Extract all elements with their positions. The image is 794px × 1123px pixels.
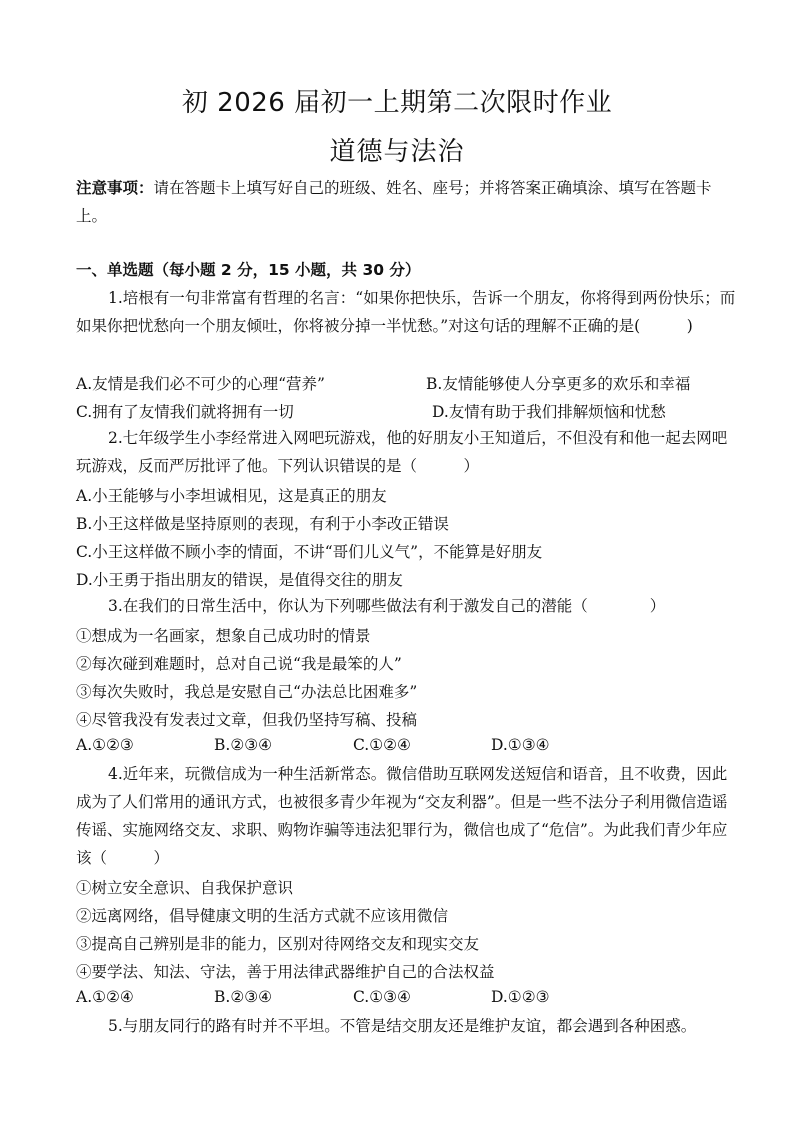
option-3d: D.①③④ bbox=[491, 736, 550, 754]
option-1b: B.友情能够使人分享更多的欢乐和幸福 bbox=[426, 375, 691, 393]
statement-3-2: ②每次碰到难题时，总对自己说“我是最笨的人” bbox=[76, 655, 402, 673]
question-5-stem: 5.与朋友同行的路有时并不平坦。不管是结交朋友还是维护友谊，都会遇到各种困惑。 bbox=[108, 1017, 697, 1035]
notice bbox=[76, 174, 726, 230]
statement-4-1: ①树立安全意识、自我保护意识 bbox=[76, 879, 294, 897]
option-2b: B.小王这样做是坚持原则的表现，有利于小李改正错误 bbox=[76, 515, 449, 533]
statement-3-3: ③每次失败时，我总是安慰自己“办法总比困难多” bbox=[76, 683, 418, 701]
statement-3-1: ①想成为一名画家，想象自己成功时的情景 bbox=[76, 627, 371, 645]
option-2d: D.小王勇于指出朋友的错误，是值得交往的朋友 bbox=[76, 571, 403, 589]
question-3-stem: 3.在我们的日常生活中，你认为下列哪些做法有利于激发自己的潜能（ ） bbox=[108, 597, 666, 615]
option-4d: D.①②③ bbox=[491, 988, 550, 1006]
option-4b: B.②③④ bbox=[214, 988, 273, 1006]
question-1-stem: 1.培根有一句非常富有哲理的名言：“如果你把快乐，告诉一个朋友，你将得到两份快乐；而如果你把忧愁向一个朋友倾吐，你将被分掉一半忧愁。”对这句话的理解不正确的是( ) bbox=[76, 289, 736, 335]
question-4-stem: 4.近年来，玩微信成为一种生活新常态。微信借助互联网发送短信和语音，且不收费，因此成为了人们常用的通讯方式，也被很多青少年视为“交友利器”。但是一些不法分子利用微信造谣传谣、实施网络交友、求职、购物诈骗等违法犯罪行为，微信也成了“危信”。为此我们青少年应该（ ） bbox=[76, 765, 728, 867]
statement-4-4: ④要学法、知法、守法，善于用法律武器维护自己的合法权益 bbox=[76, 963, 495, 981]
option-3a: A.①②③ bbox=[76, 736, 134, 754]
section-heading: 一、单选题（每小题 2 分，15 小题，共 30 分） bbox=[76, 261, 421, 279]
statement-3-4: ④尽管我没有发表过文章，但我仍坚持写稿、投稿 bbox=[76, 711, 418, 729]
option-4c: C.①③④ bbox=[353, 988, 411, 1006]
option-1d: D.友情有助于我们排解烦恼和忧愁 bbox=[432, 403, 666, 421]
notice-label: 注意事项： bbox=[76, 179, 154, 197]
option-4a: A.①②④ bbox=[76, 988, 134, 1006]
option-1c: C.拥有了友情我们就将拥有一切 bbox=[76, 403, 294, 421]
option-3c: C.①②④ bbox=[353, 736, 411, 754]
statement-4-3: ③提高自己辨别是非的能力，区别对待网络交友和现实交友 bbox=[76, 935, 480, 953]
option-3b: B.②③④ bbox=[214, 736, 273, 754]
statement-4-2: ②远离网络，倡导健康文明的生活方式就不应该用微信 bbox=[76, 907, 449, 925]
subject-title: 道德与法治 bbox=[329, 137, 465, 167]
notice-text: 请在答题卡上填写好自己的班级、姓名、座号；并将答案正确填涂、填写在答题卡上。 bbox=[76, 179, 712, 225]
exam-title: 初 2026 届初一上期第二次限时作业 bbox=[181, 88, 613, 118]
option-2a: A.小王能够与小李坦诚相见，这是真正的朋友 bbox=[76, 487, 387, 505]
question-2-stem: 2.七年级学生小李经常进入网吧玩游戏，他的好朋友小王知道后，不但没有和他一起去网吧玩游戏，反而严厉批评了他。下列认识错误的是（ ） bbox=[76, 429, 728, 475]
option-1a: A.友情是我们必不可少的心理“营养” bbox=[76, 375, 325, 393]
option-2c: C.小王这样做不顾小李的情面，不讲“哥们儿义气”，不能算是好朋友 bbox=[76, 543, 543, 561]
